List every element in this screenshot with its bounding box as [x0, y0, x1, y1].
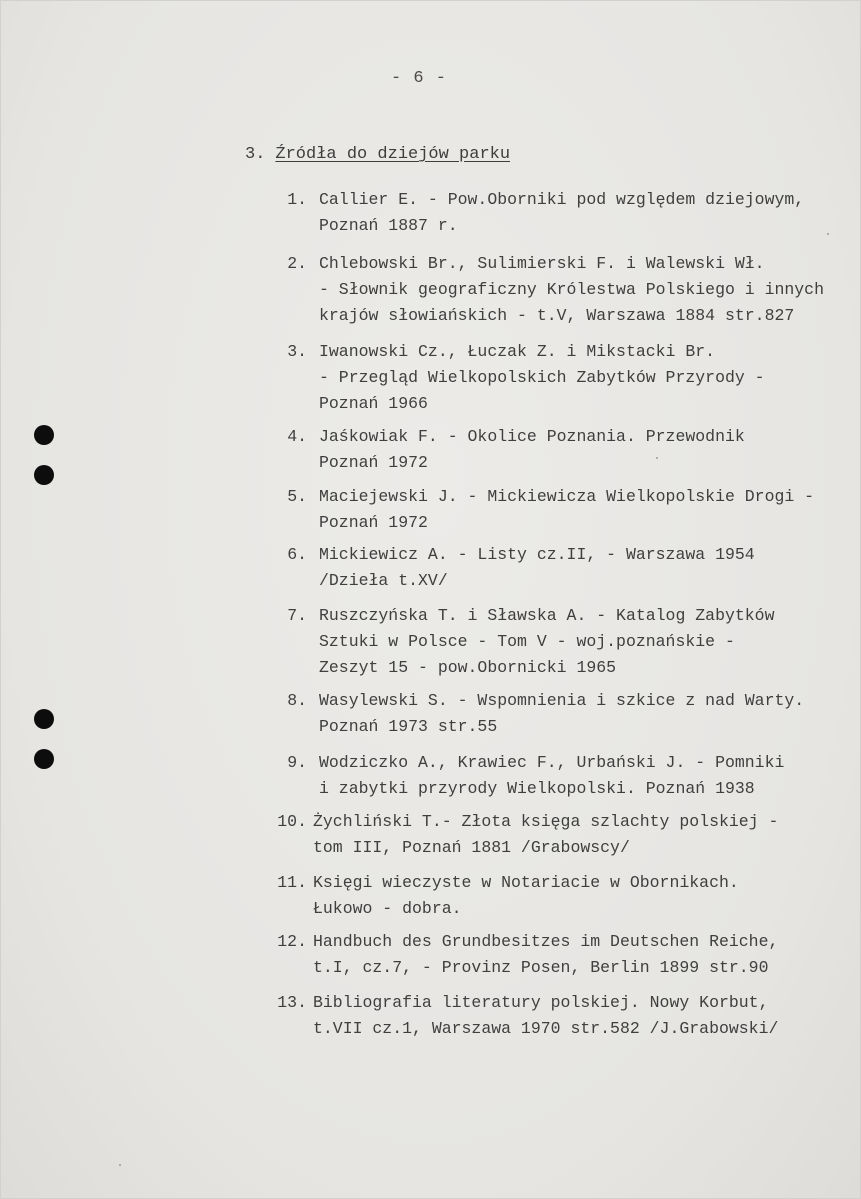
reference-line: Poznań 1966 — [319, 394, 428, 413]
reference-line: Handbuch des Grundbesitzes im Deutschen Reiche, — [313, 932, 779, 951]
reference-number: 8. — [287, 691, 307, 710]
reference-line: tom III, Poznań 1881 /Grabowscy/ — [313, 838, 630, 857]
reference-line: Iwanowski Cz., Łuczak Z. i Mikstacki Br. — [319, 342, 716, 361]
reference-line: /Dzieła t.XV/ — [319, 571, 448, 590]
reference-number: 4. — [287, 427, 307, 446]
reference-line: Łukowo - dobra. — [313, 899, 462, 918]
reference-line: Księgi wieczyste w Notariacie w Obornikach. — [313, 873, 739, 892]
section-title: Źródła do dziejów parku — [275, 145, 511, 164]
reference-line: Poznań 1887 r. — [319, 216, 458, 235]
punch-hole — [34, 425, 54, 445]
reference-line: Poznań 1972 — [319, 453, 428, 472]
reference-line: Wasylewski S. - Wspomnienia i szkice z nad Warty. — [319, 691, 805, 710]
reference-line: Poznań 1972 — [319, 513, 428, 532]
reference-line: - Przegląd Wielkopolskich Zabytków Przyrody - — [319, 368, 765, 387]
reference-number: 11. — [277, 873, 307, 892]
reference-number: 7. — [287, 606, 307, 625]
reference-line: Mickiewicz A. - Listy cz.II, - Warszawa 1954 — [319, 545, 755, 564]
reference-line: Żychliński T.- Złota księga szlachty polskiej - — [313, 812, 779, 831]
reference-line: Chlebowski Br., Sulimierski F. i Walewski Wł. — [319, 254, 765, 273]
reference-line: Wodziczko A., Krawiec F., Urbański J. - Pomniki — [319, 753, 785, 772]
reference-line: - Słownik geograficzny Królestwa Polskiego i innych — [319, 280, 824, 299]
reference-number: 6. — [287, 545, 307, 564]
paper-speck — [656, 457, 658, 459]
reference-line: Ruszczyńska T. i Sławska A. - Katalog Zabytków — [319, 606, 775, 625]
punch-hole — [34, 465, 54, 485]
reference-number: 9. — [287, 753, 307, 772]
punch-hole — [34, 749, 54, 769]
paper-speck — [827, 233, 829, 235]
page-number: - 6 - — [391, 69, 448, 88]
reference-line: Bibliografia literatury polskiej. Nowy Korbut, — [313, 993, 769, 1012]
reference-line: Poznań 1973 str.55 — [319, 717, 498, 736]
reference-line: i zabytki przyrody Wielkopolski. Poznań 1938 — [319, 779, 755, 798]
reference-line: Sztuki w Polsce - Tom V - woj.poznańskie - — [319, 632, 735, 651]
reference-number: 3. — [287, 342, 307, 361]
reference-line: krajów słowiańskich - t.V, Warszawa 1884 str.827 — [319, 306, 795, 325]
reference-number: 13. — [277, 993, 307, 1012]
reference-line: Zeszyt 15 - pow.Obornicki 1965 — [319, 658, 617, 677]
reference-number: 12. — [277, 932, 307, 951]
reference-line: Maciejewski J. - Mickiewicza Wielkopolskie Drogi - — [319, 487, 815, 506]
section-heading — [245, 145, 510, 164]
punch-hole — [34, 709, 54, 729]
reference-number: 10. — [277, 812, 307, 831]
paper-speck — [119, 1164, 121, 1166]
reference-line: Jaśkowiak F. - Okolice Poznania. Przewodnik — [319, 427, 745, 446]
reference-line: Callier E. - Pow.Oborniki pod względem dziejowym, — [319, 190, 805, 209]
reference-number: 5. — [287, 487, 307, 506]
reference-line: t.VII cz.1, Warszawa 1970 str.582 /J.Grabowski/ — [313, 1019, 779, 1038]
section-number: 3. — [245, 145, 266, 164]
reference-line: t.I, cz.7, - Provinz Posen, Berlin 1899 str.90 — [313, 958, 769, 977]
reference-number: 1. — [287, 190, 307, 209]
reference-number: 2. — [287, 254, 307, 273]
